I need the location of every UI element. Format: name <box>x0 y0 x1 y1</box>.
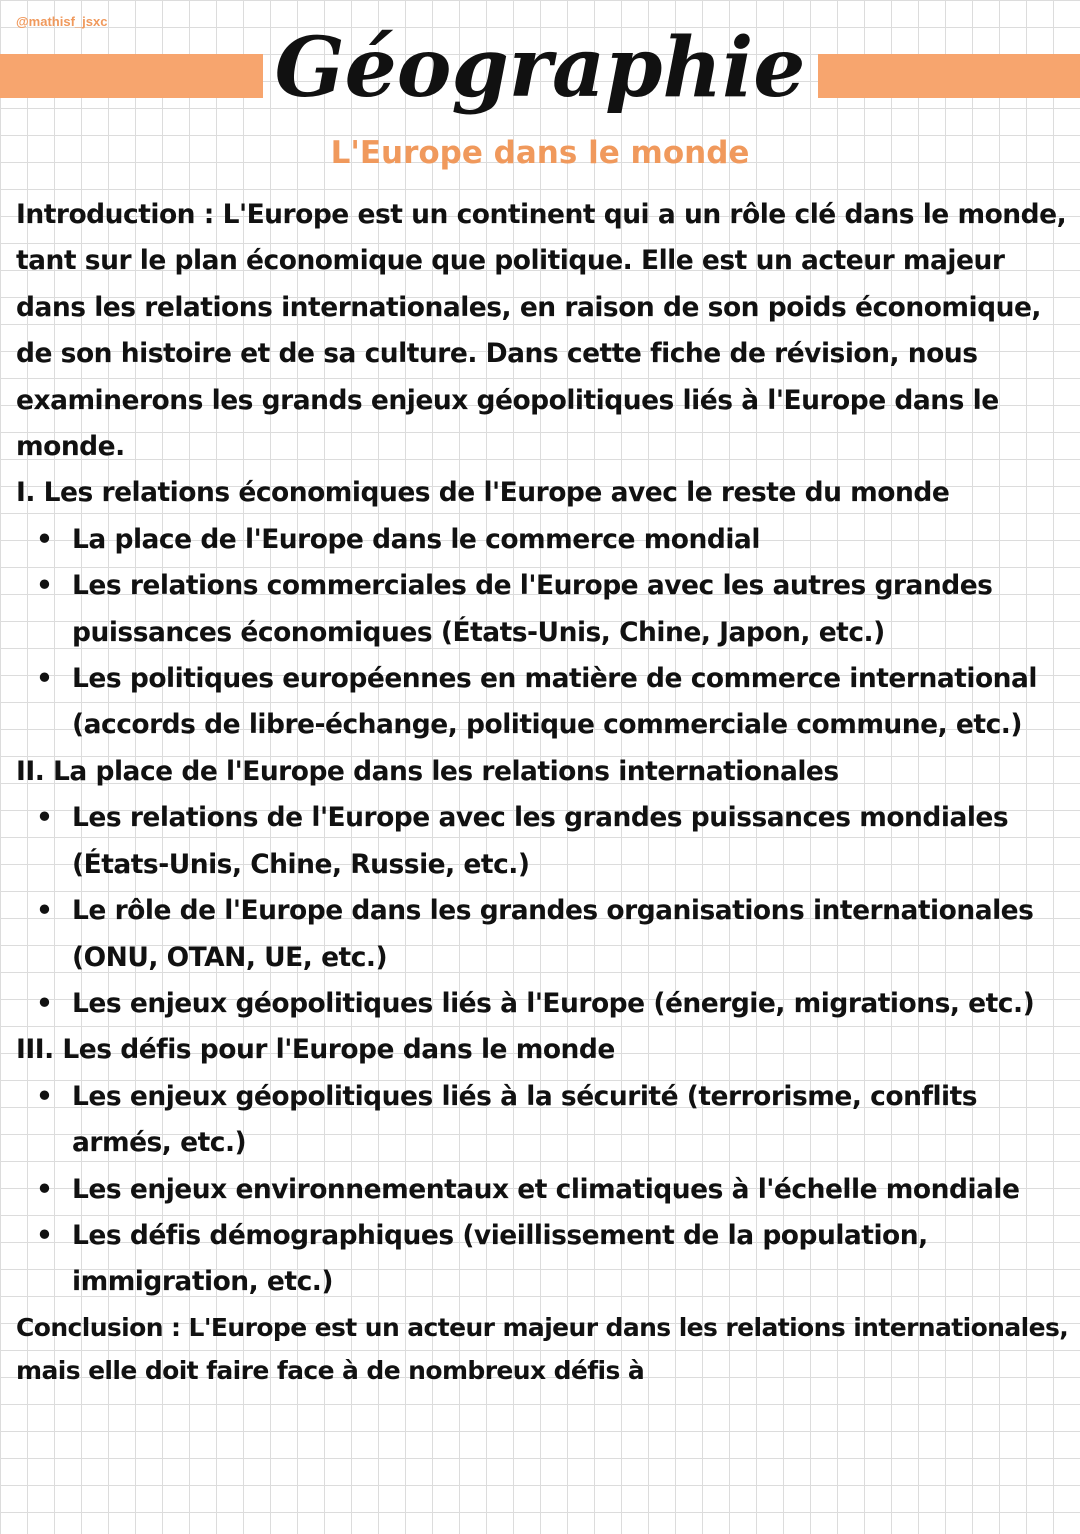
bullet-list <box>16 517 1070 749</box>
list-item <box>16 1167 1070 1213</box>
list-item <box>16 656 1070 749</box>
list-item <box>16 1213 1070 1306</box>
introduction: Introduction : L'Europe est un continent qui a un rôle clé dans le monde, tant sur le plan économique que politique. Elle est un acteur majeur dans les relations internationales, en raison de son poids économique, de son histoire et de sa culture. Dans cette fiche de révision, nous examinerons les grands enjeux géopolitiques liés à l'Europe dans le monde. <box>16 199 1067 463</box>
list-item-text: Les enjeux géopolitiques liés à la sécurité (terrorisme, conflits armés, etc.) <box>72 1080 978 1159</box>
list-item <box>16 517 1070 563</box>
list-item-text: La place de l'Europe dans le commerce mondial <box>72 523 760 555</box>
bullet-list <box>16 1074 1070 1306</box>
list-item <box>16 981 1070 1027</box>
list-item <box>16 795 1070 888</box>
bullet-icon: • <box>36 570 53 602</box>
list-item <box>16 563 1070 656</box>
author-handle: @mathisf_jsxc <box>16 14 108 29</box>
bullet-list <box>16 795 1070 1027</box>
list-item <box>16 888 1070 981</box>
conclusion: Conclusion : L'Europe est un acteur majeur dans les relations internationales, mais elle doit faire face à de nombreux défis à <box>16 1312 1069 1385</box>
list-item-text: Les défis démographiques (vieillissement de la population, immigration, etc.) <box>72 1219 928 1298</box>
list-item-text: Les relations commerciales de l'Europe avec les autres grandes puissances économiques (États-Unis, Chine, Japon, etc.) <box>72 570 993 648</box>
list-item-text: Le rôle de l'Europe dans les grandes organisations internationales (ONU, OTAN, UE, etc.) <box>72 895 1034 973</box>
bullet-icon: • <box>36 802 53 834</box>
section-heading: I. Les relations économiques de l'Europe avec le reste du monde <box>16 477 950 509</box>
list-item <box>16 1074 1070 1167</box>
bullet-icon: • <box>36 523 53 555</box>
bullet-icon: • <box>36 987 53 1019</box>
page-title: Géographie <box>274 20 806 116</box>
bullet-icon: • <box>36 663 53 695</box>
bullet-icon: • <box>36 895 53 927</box>
document-body <box>16 192 1070 1392</box>
list-item-text: Les enjeux environnementaux et climatiques à l'échelle mondiale <box>72 1173 1020 1205</box>
bullet-icon: • <box>36 1080 53 1112</box>
section-heading: II. La place de l'Europe dans les relations internationales <box>16 755 839 787</box>
bullet-icon: • <box>36 1219 53 1251</box>
section-heading: III. Les défis pour l'Europe dans le monde <box>16 1034 615 1066</box>
list-item-text: Les relations de l'Europe avec les grandes puissances mondiales (États-Unis, Chine, Russie, etc.) <box>72 802 1009 880</box>
list-item-text: Les enjeux géopolitiques liés à l'Europe (énergie, migrations, etc.) <box>72 987 1035 1019</box>
list-item-text: Les politiques européennes en matière de commerce international (accords de libre-échange, politique commerciale commune, etc.) <box>72 663 1037 741</box>
bullet-icon: • <box>36 1173 53 1205</box>
page-subtitle: L'Europe dans le monde <box>330 135 750 171</box>
